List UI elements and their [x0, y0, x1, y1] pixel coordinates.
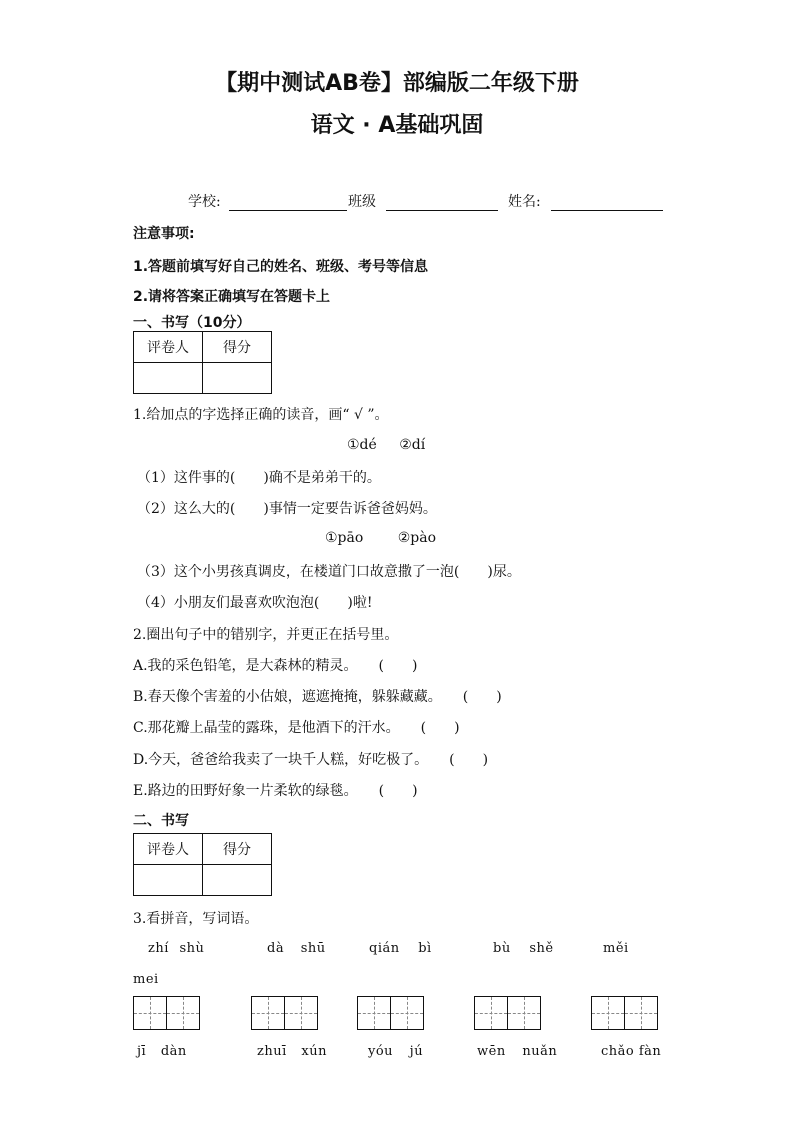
q1-item-1: （1）这件事的( )确不是弟弟干的。: [137, 470, 381, 486]
notice-item-1: 1.答题前填写好自己的姓名、班级、考号等信息: [133, 259, 429, 275]
score-cell[interactable]: [203, 865, 272, 896]
pinyin-7: zhuī xún: [257, 1044, 327, 1059]
score-cell[interactable]: [203, 363, 272, 394]
pinyin-9: wēn nuǎn: [477, 1044, 558, 1059]
writing-cell[interactable]: [474, 996, 508, 1030]
reviewer-header: 评卷人: [134, 332, 203, 363]
q2-item-b: B.春天像个害羞的小估娘，遮遮掩掩，躲躲藏藏。 ( ): [133, 689, 502, 705]
q1-options-b: ①pāo ②pào: [325, 530, 437, 546]
q1-item-4: （4）小朋友们最喜欢吹泡泡( )啦!: [137, 595, 373, 611]
writing-grid-5[interactable]: [591, 996, 658, 1030]
notice-item-2: 2.请将答案正确填写在答题卡上: [133, 289, 331, 305]
pinyin-3: qián bì: [369, 941, 432, 956]
writing-grid-4[interactable]: [474, 996, 541, 1030]
q2-item-c: C.那花瓣上晶莹的露珠，是他酒下的汗水。 ( ): [133, 720, 460, 736]
notice-heading: 注意事项:: [133, 226, 195, 242]
score-table-2: [133, 833, 272, 896]
q2-item-a: A.我的采色铅笔，是大森林的精灵。 ( ): [133, 658, 418, 674]
class-label: 班级: [348, 194, 376, 210]
q3-prompt: 3.看拼音，写词语。: [133, 911, 259, 927]
pinyin-1: zhí shù: [148, 941, 205, 956]
school-field: [188, 191, 347, 211]
q1-options-a: ①dé ②dí: [347, 437, 426, 453]
class-field: [348, 191, 498, 211]
pinyin-6: jī dàn: [137, 1044, 187, 1059]
page-title: 【期中测试AB卷】部编版二年级下册: [215, 71, 579, 96]
pinyin-5-wrap: mei: [133, 972, 159, 987]
q2-item-d: D.今天，爸爸给我卖了一块千人糕，好吃极了。 ( ): [133, 752, 489, 768]
q2-item-e: E.路边的田野好象一片柔软的绿毯。 ( ): [133, 783, 418, 799]
writing-grid-2[interactable]: [251, 996, 318, 1030]
q1-item-3: （3）这个小男孩真调皮，在楼道门口故意撒了一泡( )尿。: [137, 564, 521, 580]
writing-cell[interactable]: [284, 996, 318, 1030]
writing-cell[interactable]: [591, 996, 625, 1030]
name-label: 姓名:: [508, 194, 541, 210]
name-field: [508, 191, 663, 211]
score-header: 得分: [203, 834, 272, 865]
writing-cell[interactable]: [624, 996, 658, 1030]
pinyin-4: bù shě: [493, 941, 554, 956]
writing-grid-3[interactable]: [357, 996, 424, 1030]
section-1-heading: 一、书写（10分）: [133, 315, 251, 331]
q2-prompt: 2.圈出句子中的错别字，并更正在括号里。: [133, 627, 399, 643]
score-header: 得分: [203, 332, 272, 363]
name-blank[interactable]: [551, 196, 663, 211]
q1-prompt: 1.给加点的字选择正确的读音，画“ √ ”。: [133, 407, 389, 423]
score-table-1: [133, 331, 272, 394]
reviewer-header: 评卷人: [134, 834, 203, 865]
writing-cell[interactable]: [166, 996, 200, 1030]
writing-cell[interactable]: [390, 996, 424, 1030]
pinyin-5: měi: [603, 941, 629, 956]
class-blank[interactable]: [386, 196, 498, 211]
school-blank[interactable]: [229, 196, 347, 211]
section-2-heading: 二、书写: [133, 813, 189, 829]
writing-cell[interactable]: [251, 996, 285, 1030]
writing-cell[interactable]: [507, 996, 541, 1030]
school-label: 学校:: [188, 194, 221, 210]
writing-cell[interactable]: [357, 996, 391, 1030]
writing-cell[interactable]: [133, 996, 167, 1030]
reviewer-cell[interactable]: [134, 865, 203, 896]
q1-item-2: （2）这么大的( )事情一定要告诉爸爸妈妈。: [137, 501, 437, 517]
page-subtitle: 语文 · A基础巩固: [310, 113, 484, 138]
writing-grid-1[interactable]: [133, 996, 200, 1030]
reviewer-cell[interactable]: [134, 363, 203, 394]
pinyin-2: dà shū: [267, 941, 326, 956]
pinyin-10: chǎo fàn: [601, 1044, 662, 1059]
pinyin-8: yóu jú: [368, 1044, 424, 1059]
